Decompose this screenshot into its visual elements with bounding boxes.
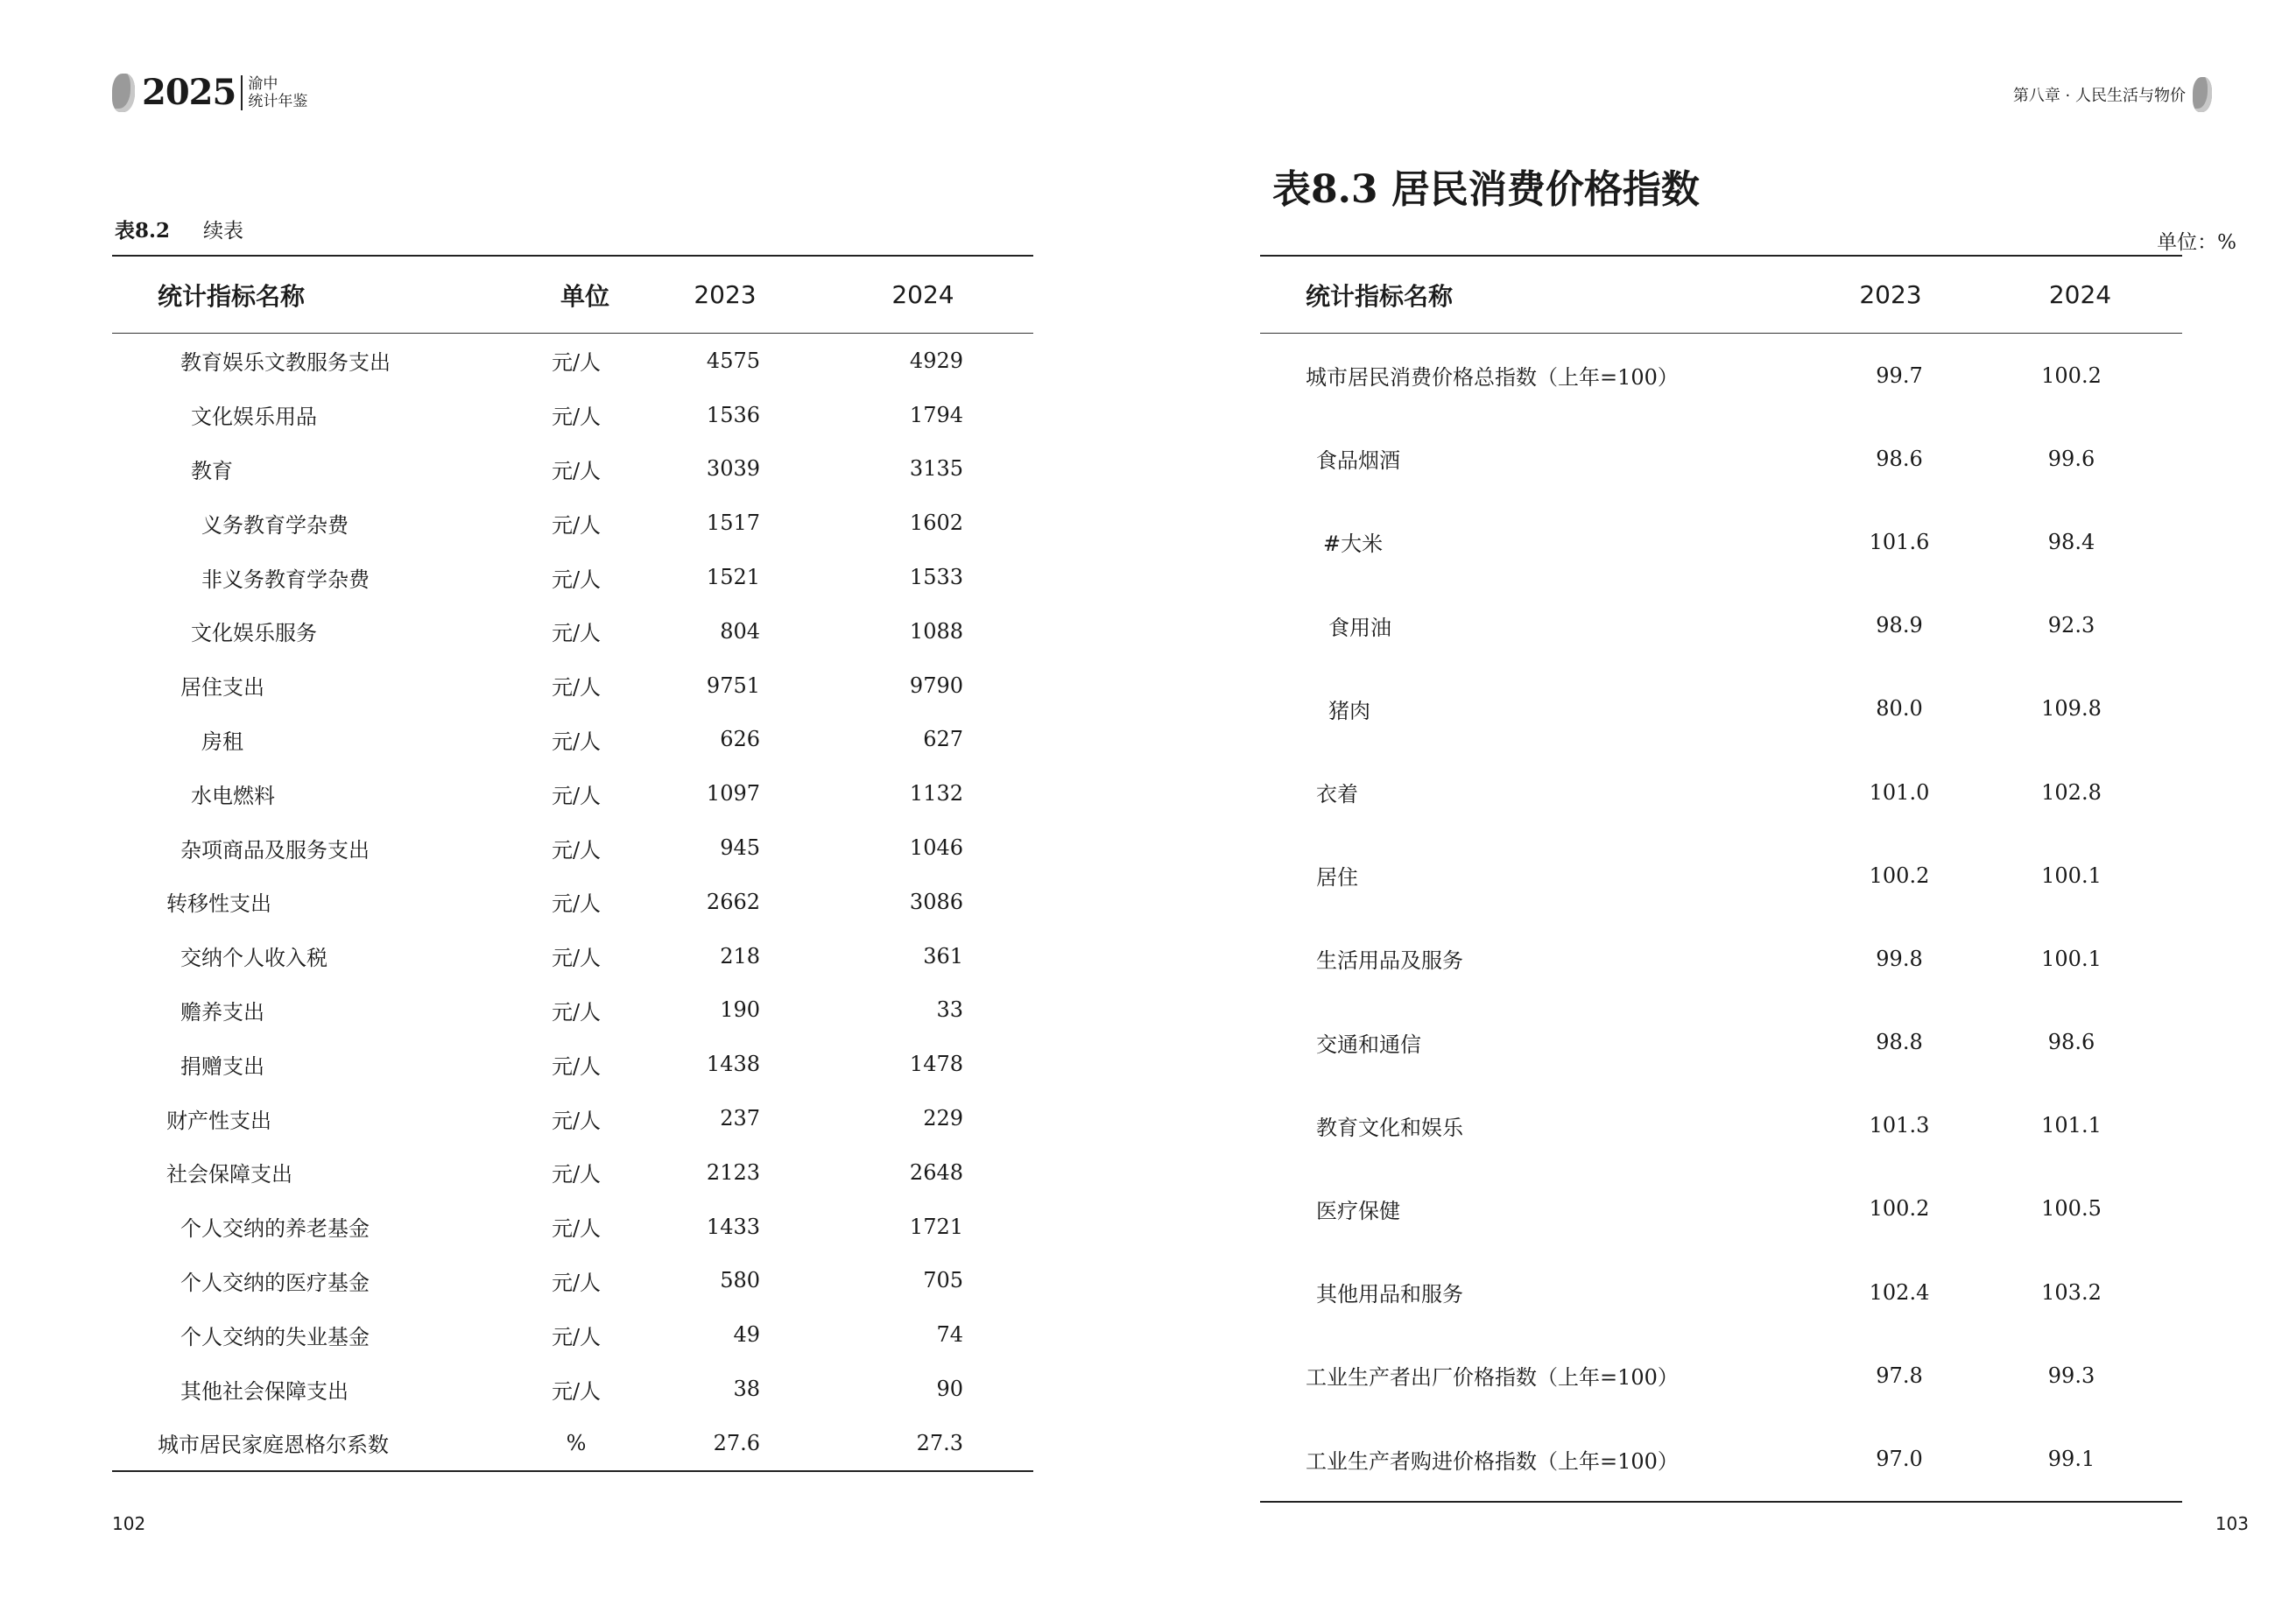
row-value-2024: 3086 — [909, 889, 963, 914]
row-value-2023: 3039 — [706, 456, 760, 482]
row-unit: 元/人 — [551, 946, 602, 971]
row-value-2024: 1602 — [909, 511, 963, 536]
row-indicator-name: 交纳个人收入税 — [180, 946, 327, 971]
row-indicator-name: 转移性支出 — [166, 891, 271, 917]
right-table-header-row — [1260, 256, 2182, 334]
row-indicator-name: 衣着 — [1316, 782, 1358, 807]
row-value-2024: 98.4 — [2047, 529, 2095, 554]
table-row — [112, 713, 1033, 767]
yearbook-logo — [112, 72, 307, 113]
table-row — [112, 875, 1033, 929]
row-value-2024: 3135 — [909, 456, 963, 482]
row-unit: 元/人 — [551, 1378, 602, 1404]
row-value-2023: 626 — [720, 727, 760, 752]
table-row — [112, 821, 1033, 875]
logo-emblem-icon — [112, 74, 135, 112]
logo-book-line1: 渝中 — [248, 74, 278, 93]
row-unit: 元/人 — [551, 458, 602, 483]
row-value-2023: 100.2 — [1869, 863, 1930, 888]
table-row — [1260, 667, 2182, 750]
row-value-2024: 98.6 — [2047, 1030, 2095, 1055]
table-row — [1260, 1001, 2182, 1084]
row-indicator-name: 捐赠支出 — [180, 1053, 264, 1079]
table-row — [1260, 1417, 2182, 1501]
row-value-2023: 49 — [733, 1322, 760, 1348]
row-value-2024: 74 — [936, 1322, 963, 1348]
row-unit: 元/人 — [551, 1162, 602, 1187]
row-value-2023: 190 — [720, 997, 760, 1023]
header-2024: 2024 — [813, 256, 1033, 334]
row-value-2024: 229 — [923, 1106, 963, 1131]
row-value-2023: 4575 — [706, 348, 760, 373]
right-page — [1148, 0, 2296, 1613]
row-value-2023: 97.0 — [1803, 1417, 1978, 1501]
row-indicator-name: 财产性支出 — [166, 1108, 271, 1133]
row-value-2023: 1521 — [706, 565, 760, 590]
row-value-2023: 101.0 — [1869, 779, 1930, 805]
logo-divider — [241, 75, 243, 110]
table-row — [1260, 417, 2182, 500]
row-unit: 元/人 — [551, 1324, 602, 1349]
row-indicator-name: 水电燃料 — [191, 783, 275, 808]
header-2024: 2024 — [1978, 256, 2182, 334]
table-row — [1260, 917, 2182, 1000]
table-row — [112, 442, 1033, 497]
row-value-2023: 101.6 — [1869, 529, 1930, 554]
row-value-2023: 1097 — [706, 781, 760, 806]
row-value-2024: 27.3 — [813, 1416, 1033, 1471]
row-indicator-name: #大米 — [1323, 532, 1384, 557]
header-2023: 2023 — [1803, 256, 1978, 334]
row-value-2024: 1132 — [909, 781, 963, 806]
table-row — [1260, 334, 2182, 418]
table-row — [112, 1091, 1033, 1145]
row-indicator-name: 文化娱乐服务 — [191, 621, 317, 646]
header-indicator-name: 统计指标名称 — [112, 256, 532, 334]
table-row — [112, 1362, 1033, 1416]
table-row — [1260, 1250, 2182, 1334]
row-unit: 元/人 — [551, 1216, 602, 1242]
row-unit: 元/人 — [551, 675, 602, 701]
row-value-2023: 2123 — [706, 1159, 760, 1185]
header-unit: 单位 — [532, 256, 637, 334]
row-indicator-name: 交通和通信 — [1316, 1032, 1421, 1057]
row-value-2024: 9790 — [909, 673, 963, 698]
row-value-2023: 1536 — [706, 402, 760, 427]
row-indicator-name: 义务教育学杂费 — [201, 512, 349, 538]
row-indicator-name: 生活用品及服务 — [1316, 948, 1463, 974]
row-value-2024: 1088 — [909, 618, 963, 644]
table-row — [1260, 500, 2182, 583]
row-indicator-name: 个人交纳的医疗基金 — [180, 1270, 370, 1295]
table-row — [1260, 1084, 2182, 1167]
row-value-2024: 361 — [923, 943, 963, 969]
row-unit: 元/人 — [551, 1270, 602, 1295]
row-indicator-name: 教育娱乐文教服务支出 — [180, 350, 391, 376]
table-row — [112, 1254, 1033, 1308]
row-unit: 元/人 — [551, 567, 602, 592]
row-indicator-name: 食用油 — [1328, 615, 1391, 640]
row-value-2024: 627 — [923, 727, 963, 752]
page-number-right: 103 — [2215, 1513, 2249, 1534]
row-value-2023: 80.0 — [1876, 696, 1923, 722]
row-value-2024: 109.8 — [2041, 696, 2102, 722]
table-row — [112, 659, 1033, 713]
row-value-2024: 101.1 — [2041, 1113, 2102, 1138]
left-table-number: 表8.2 — [115, 219, 171, 243]
row-value-2023: 98.8 — [1876, 1030, 1923, 1055]
row-indicator-name: 房租 — [201, 729, 243, 754]
table-row — [112, 388, 1033, 442]
logo-book-name — [248, 75, 307, 110]
chapter-header — [2013, 77, 2212, 112]
row-unit: 元/人 — [551, 837, 602, 863]
table-row — [112, 983, 1033, 1038]
row-value-2023: 2662 — [706, 889, 760, 914]
row-indicator-name: 教育 — [191, 458, 233, 483]
table-row — [112, 1200, 1033, 1254]
row-value-2024: 4929 — [909, 348, 963, 373]
table-row — [112, 550, 1033, 604]
row-indicator-name: 其他社会保障支出 — [180, 1378, 349, 1404]
left-table-caption — [115, 215, 243, 243]
right-table-title: 表8.3 居民消费价格指数 — [1272, 167, 1700, 212]
row-value-2024: 705 — [923, 1268, 963, 1293]
row-value-2024: 99.6 — [2047, 446, 2095, 471]
row-indicator-name: 赡养支出 — [180, 999, 264, 1025]
row-value-2024: 90 — [936, 1377, 963, 1402]
table-row — [1260, 1334, 2182, 1417]
row-value-2023: 99.8 — [1876, 946, 1923, 971]
row-indicator-name: 个人交纳的失业基金 — [180, 1324, 370, 1349]
table-row — [1260, 834, 2182, 917]
row-indicator-name: 非义务教育学杂费 — [201, 567, 370, 592]
left-table-continued: 续表 — [203, 220, 244, 243]
row-value-2024: 100.5 — [2041, 1196, 2102, 1222]
table-row — [1260, 750, 2182, 834]
row-indicator-name: 其他用品和服务 — [1316, 1282, 1463, 1307]
row-unit: 元/人 — [551, 512, 602, 538]
row-value-2023: 101.3 — [1869, 1113, 1930, 1138]
row-value-2024: 1794 — [909, 402, 963, 427]
table-row — [112, 766, 1033, 821]
row-indicator-name: 居住 — [1316, 865, 1358, 891]
row-value-2024: 2648 — [909, 1159, 963, 1185]
header-indicator-name: 统计指标名称 — [1260, 256, 1803, 334]
table-row — [112, 1416, 1033, 1471]
row-indicator-name: 杂项商品及服务支出 — [180, 837, 370, 863]
chapter-emblem-icon — [2193, 77, 2212, 112]
table-row — [112, 1037, 1033, 1091]
row-value-2024: 33 — [936, 997, 963, 1023]
row-unit: 元/人 — [551, 783, 602, 808]
row-value-2023: 1433 — [706, 1214, 760, 1239]
row-unit: 元/人 — [551, 729, 602, 754]
row-value-2023: 97.8 — [1876, 1363, 1923, 1388]
table-row — [1260, 1167, 2182, 1250]
row-value-2023: 218 — [720, 943, 760, 969]
row-value-2023: 102.4 — [1869, 1279, 1930, 1305]
table-row — [112, 496, 1033, 550]
row-unit: 元/人 — [551, 621, 602, 646]
row-value-2023: 1517 — [706, 511, 760, 536]
row-indicator-name: 个人交纳的养老基金 — [180, 1216, 370, 1242]
row-value-2024: 99.1 — [1978, 1417, 2182, 1501]
row-unit: 元/人 — [551, 999, 602, 1025]
row-unit: 元/人 — [551, 1053, 602, 1079]
chapter-title: 第八章 · 人民生活与物价 — [2012, 87, 2186, 105]
table-row — [1260, 584, 2182, 667]
row-value-2024: 92.3 — [2047, 613, 2095, 638]
left-data-table — [112, 255, 1033, 1472]
row-unit: 元/人 — [551, 350, 602, 376]
row-value-2024: 1046 — [909, 835, 963, 861]
row-unit: 元/人 — [551, 1108, 602, 1133]
row-value-2024: 100.2 — [2041, 363, 2102, 388]
row-indicator-name: 城市居民消费价格总指数（上年=100） — [1306, 365, 1679, 391]
row-indicator-name: 医疗保健 — [1316, 1198, 1400, 1223]
row-value-2023: 100.2 — [1869, 1196, 1930, 1222]
row-indicator-name: 文化娱乐用品 — [191, 405, 317, 430]
row-indicator-name: 工业生产者出厂价格指数（上年=100） — [1306, 1365, 1679, 1391]
row-value-2024: 1533 — [909, 565, 963, 590]
row-value-2023: 804 — [720, 618, 760, 644]
right-table-body — [1260, 334, 2182, 1502]
left-table-header-row — [112, 256, 1033, 334]
page-number-left: 102 — [112, 1513, 146, 1534]
row-value-2024: 103.2 — [2041, 1279, 2102, 1305]
table-row — [112, 334, 1033, 388]
row-value-2024: 102.8 — [2041, 779, 2102, 805]
row-indicator-name: 食品烟酒 — [1316, 448, 1400, 474]
header-2023: 2023 — [637, 256, 813, 334]
row-unit: % — [532, 1416, 637, 1471]
row-indicator-name: 工业生产者购进价格指数（上年=100） — [1260, 1417, 1803, 1501]
row-value-2024: 99.3 — [2047, 1363, 2095, 1388]
logo-year: 2025 — [142, 72, 236, 113]
row-unit: 元/人 — [551, 405, 602, 430]
row-value-2024: 100.1 — [2041, 863, 2102, 888]
row-indicator-name: 城市居民家庭恩格尔系数 — [112, 1416, 532, 1471]
row-value-2023: 98.6 — [1876, 446, 1923, 471]
row-value-2023: 99.7 — [1876, 363, 1923, 388]
row-value-2023: 98.9 — [1876, 613, 1923, 638]
right-table-unit-note: 单位：% — [2157, 231, 2236, 254]
row-value-2024: 1721 — [909, 1214, 963, 1239]
row-value-2023: 9751 — [706, 673, 760, 698]
table-row — [112, 1145, 1033, 1200]
row-value-2023: 27.6 — [637, 1416, 813, 1471]
right-data-table — [1260, 255, 2182, 1503]
row-value-2023: 945 — [720, 835, 760, 861]
row-indicator-name: 教育文化和娱乐 — [1316, 1115, 1463, 1140]
row-indicator-name: 猪肉 — [1328, 698, 1370, 723]
row-value-2024: 1478 — [909, 1052, 963, 1077]
row-value-2023: 237 — [720, 1106, 760, 1131]
table-row — [112, 929, 1033, 983]
row-value-2023: 38 — [733, 1377, 760, 1402]
table-row — [112, 604, 1033, 659]
table-row — [112, 1307, 1033, 1362]
row-value-2024: 100.1 — [2041, 946, 2102, 971]
row-value-2023: 1438 — [706, 1052, 760, 1077]
row-value-2023: 580 — [720, 1268, 760, 1293]
logo-book-line2: 统计年鉴 — [248, 92, 308, 110]
left-table-body — [112, 334, 1033, 1471]
row-indicator-name: 居住支出 — [180, 675, 264, 701]
row-indicator-name: 社会保障支出 — [166, 1162, 292, 1187]
row-unit: 元/人 — [551, 891, 602, 917]
